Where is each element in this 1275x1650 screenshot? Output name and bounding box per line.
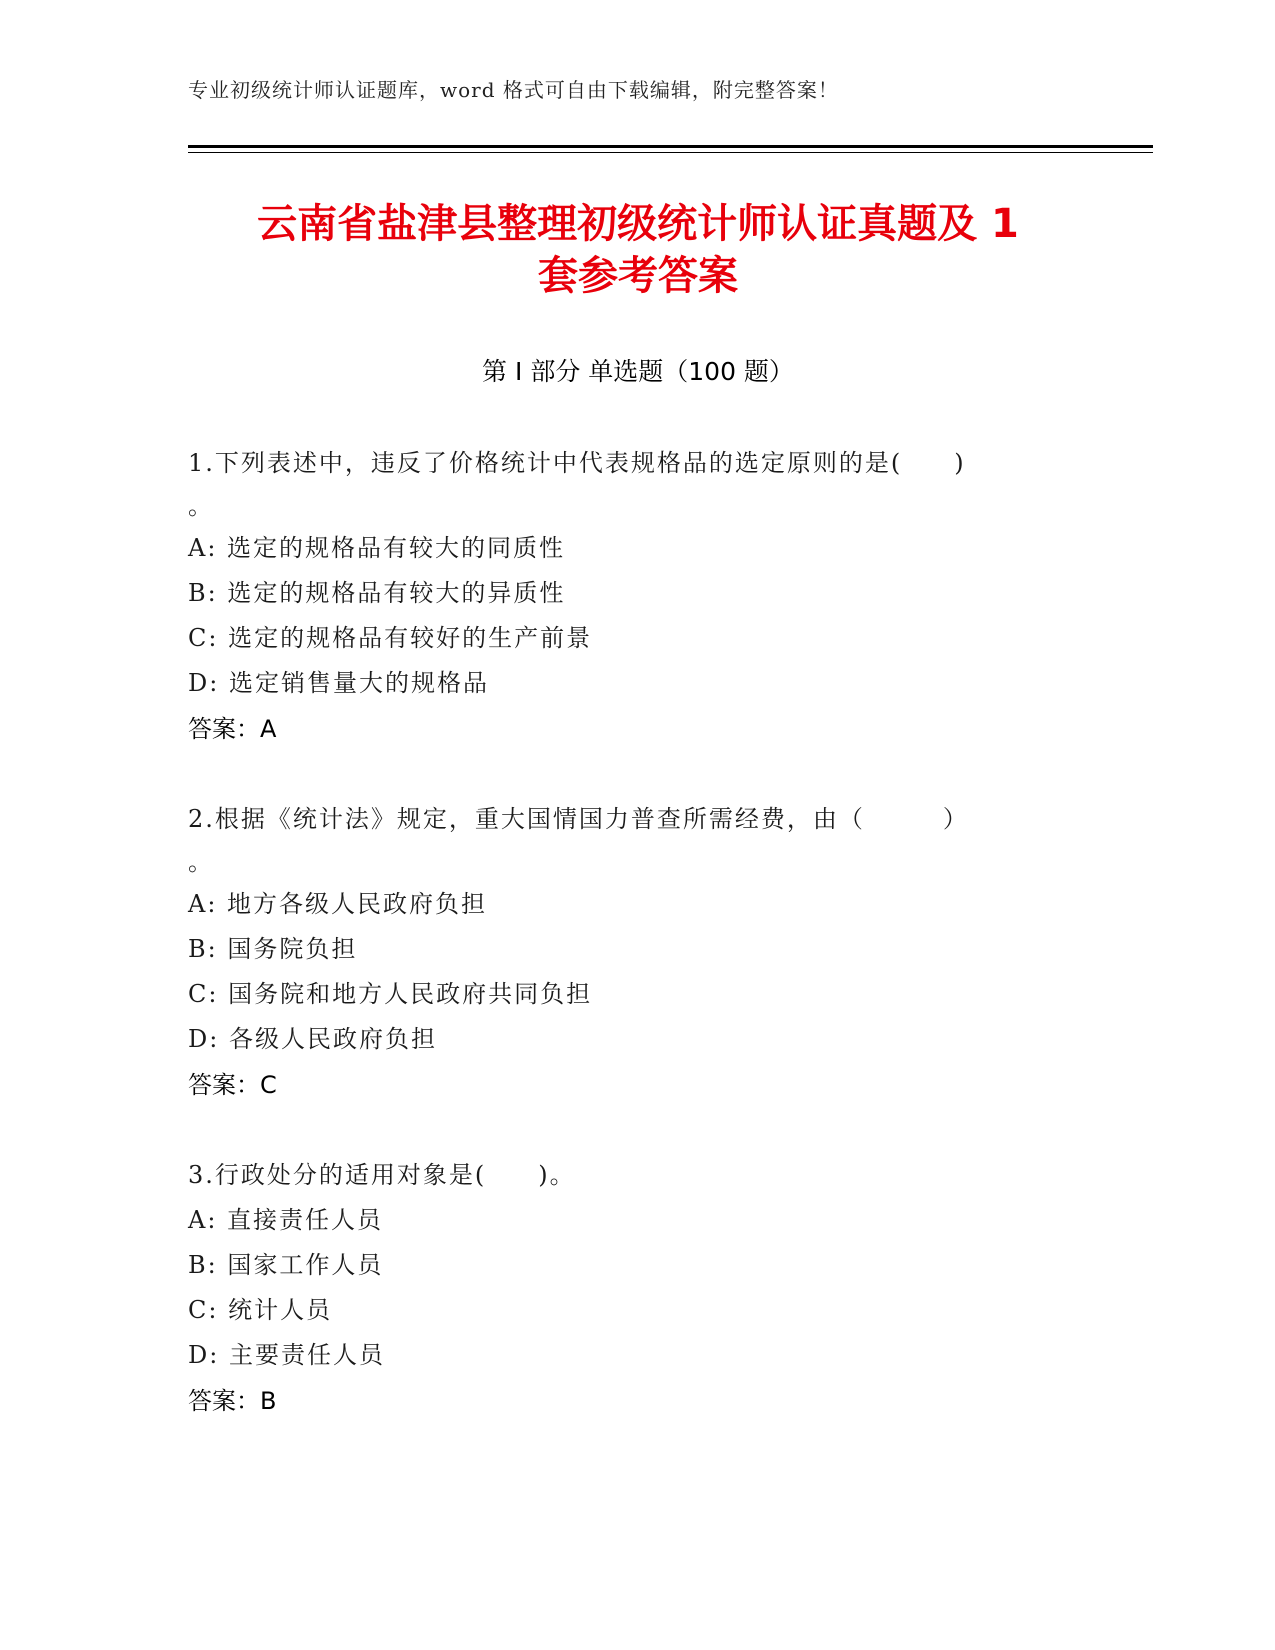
header-note: 专业初级统计师认证题库，word 格式可自由下载编辑，附完整答案！ [188, 78, 839, 102]
option-d: D: 各级人民政府负担 [188, 1025, 437, 1053]
option-c: C: 国务院和地方人民政府共同负担 [188, 980, 593, 1008]
question-1 [188, 440, 1068, 752]
option-a: A: 地方各级人民政府负担 [188, 890, 488, 918]
question-3 [188, 1152, 1068, 1424]
answer: 答案：B [188, 1387, 277, 1415]
section-title: 第 I 部分 单选题（100 题） [482, 357, 794, 386]
answer: 答案：C [188, 1071, 277, 1099]
answer: 答案：A [188, 715, 277, 743]
document-title [188, 198, 1088, 302]
header-rule-thick [188, 145, 1153, 148]
option-d: D: 选定销售量大的规格品 [188, 669, 489, 697]
option-b: B: 国家工作人员 [188, 1251, 384, 1279]
question-stem-tail: 。 [188, 492, 212, 520]
option-a: A: 直接责任人员 [188, 1206, 384, 1234]
question-list [188, 440, 1068, 1468]
question-stem: 3.行政处分的适用对象是( )。 [188, 1161, 576, 1189]
question-stem: 2.根据《统计法》规定，重大国情国力普查所需经费，由（ ） [188, 805, 969, 833]
header-rule-thin [188, 152, 1153, 153]
option-b: B: 选定的规格品有较大的异质性 [188, 579, 566, 607]
document-title-line1: 云南省盐津县整理初级统计师认证真题及 1 [257, 201, 1019, 247]
question-stem-tail: 。 [188, 848, 212, 876]
question-2 [188, 796, 1068, 1108]
document-title-line2: 套参考答案 [538, 253, 738, 299]
option-b: B: 国务院负担 [188, 935, 358, 963]
option-c: C: 选定的规格品有较好的生产前景 [188, 624, 593, 652]
option-a: A: 选定的规格品有较大的同质性 [188, 534, 566, 562]
option-c: C: 统计人员 [188, 1296, 333, 1324]
option-d: D: 主要责任人员 [188, 1341, 385, 1369]
question-stem: 1.下列表述中，违反了价格统计中代表规格品的选定原则的是( ) [188, 449, 966, 477]
